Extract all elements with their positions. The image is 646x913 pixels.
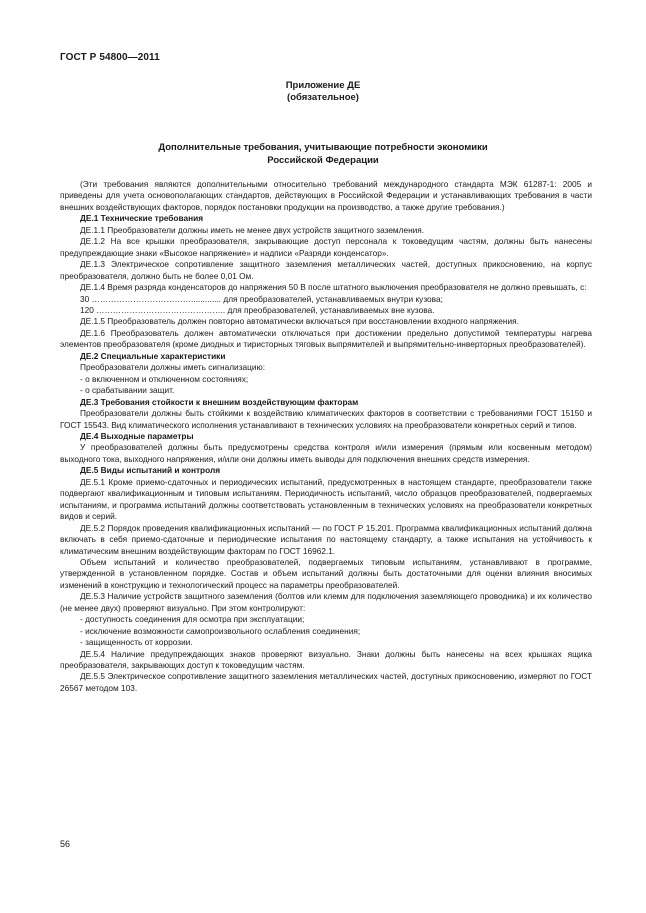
- paragraph: ДЕ.5.4 Наличие предупреждающих знаков проверяют визуально. Знаки должны быть нанесены на всех крышках ящика преобразователя, закрывающих доступ к токоведущим частям.: [60, 648, 592, 671]
- section-title: [40, 142, 606, 167]
- list-item: 30 ………………………………............. для преобразователей, устанавливаемых внутри кузова;: [80, 293, 443, 304]
- paragraph: ДЕ.1.5 Преобразователь должен повторно автоматически включаться при восстановлении входного напряжения.: [80, 316, 519, 327]
- paragraph: ДЕ.1.3 Электрическое сопротивление защитного заземления металлических частей, доступных прикосновению, на корпус преобразователя, должно быть не более 0,01 Ом.: [60, 259, 592, 281]
- paragraph: ДЕ.5.5 Электрическое сопротивление защитного заземления металлических частей, доступных прикосновению, измеряют по ГОСТ 26567 методом 103.: [60, 671, 592, 693]
- paragraph: ДЕ.1.1 Преобразователи должны иметь не менее двух устройств защитного заземления.: [80, 224, 425, 235]
- section-heading: ДЕ.5 Виды испытаний и контроля: [80, 465, 221, 476]
- list-item: - защищенность от коррозии.: [80, 637, 193, 648]
- list-item: - о включенном и отключенном состояниях;: [80, 373, 249, 384]
- section-heading: ДЕ.4 Выходные параметры: [80, 430, 194, 441]
- page-number: 56: [60, 839, 71, 849]
- paragraph: ДЕ.1.6 Преобразователь должен автоматически отключаться при достижении предельно допустимой температуры нагрева элементов преобразователя (кроме диодных и тиристорных тяговых выпрямителей и выпрямительно-инверторных преобразователей).: [60, 327, 592, 350]
- paragraph: ДЕ.5.2 Порядок проведения квалификационных испытаний — по ГОСТ Р 15.201. Программа квалификационных испытаний должна включать в себя приемо-сдаточные и периодические испытания по настоящему стандарту, а также испытания на устойчивость к климатическим внешним воздействующим факторам по ГОСТ 16962.1.: [60, 522, 592, 556]
- list-item: 120 ……………………………………….. для преобразователей, устанавливаемых вне кузова.: [80, 304, 435, 315]
- paragraph: ДЕ.1.4 Время разряда конденсаторов до напряжения 50 В после штатного выключения преобразователя не должно превышать, с:: [80, 282, 587, 293]
- document-body: [60, 179, 592, 694]
- section-heading: ДЕ.1 Технические требования: [80, 213, 204, 224]
- section-title-line1: Дополнительные требования, учитывающие потребности экономики: [158, 142, 488, 153]
- list-item: - исключение возможности самопроизвольного ослабления соединения;: [80, 625, 361, 636]
- paragraph: ДЕ.1.2 На все крышки преобразователя, закрывающие доступ персонала к токоведущим частям, должны быть нанесены предупреждающие знаки «Высокое напряжение» и надписи «Разряди конденсатор».: [60, 236, 592, 258]
- annex-title: Приложение ДЕ: [285, 80, 361, 91]
- paragraph: ДЕ.5.3 Наличие устройств защитного заземления (болтов или клемм для подключения заземляющего проводника) и их количество (не менее двух) проверяют визуально. При этом контролируют:: [60, 591, 592, 613]
- annex-heading: [0, 80, 646, 104]
- section-heading: ДЕ.2 Специальные характеристики: [80, 350, 226, 361]
- paragraph: Преобразователи должны иметь сигнализацию:: [80, 362, 266, 373]
- section-heading: ДЕ.3 Требования стойкости к внешним воздействующим факторам: [80, 396, 359, 407]
- intro-paragraph: (Эти требования являются дополнительными относительно требований международного стандарта МЭК 61287-1: 2005 и приведены для учета основополагающих стандартов, действующих в Российской Федерации и устанавливающих требования в части внешних воздействующих факторов, порядок постановки продукции на производство, а также другие требования.): [60, 179, 592, 212]
- section-title-line2: Российской Федерации: [267, 154, 379, 166]
- standard-header: ГОСТ Р 54800—2011: [60, 52, 160, 63]
- annex-subtitle: (обязательное): [287, 92, 359, 103]
- paragraph: Объем испытаний и количество преобразователей, подвергаемых типовым испытаниям, устанавливают в программе, утвержденной в установленном порядке. Состав и объем испытаний должны быть достаточными для оценки влияния вносимых изменений в конструкцию и технологический процесс на параметры преобразователей.: [60, 556, 592, 590]
- paragraph: ДЕ.5.1 Кроме приемо-сдаточных и периодических испытаний, предусмотренных в настоящем стандарте, преобразователи также подвергают квалификационным и типовым испытаниям. Периодичность испытаний, число образцов преобразователей, подвергаемых испытаниям, и программа испытаний должны соответствовать установленным в технических условиях на преобразователи конкретных видов и серий.: [60, 476, 592, 522]
- list-item: - о срабатывании защит.: [80, 385, 175, 396]
- list-item: - доступность соединения для осмотра при эксплуатации;: [80, 614, 305, 625]
- paragraph: Преобразователи должны быть стойкими к воздействию климатических факторов в соответствии с требованиями ГОСТ 15150 и ГОСТ 15543. Вид климатического исполнения устанавливают в технических условиях на преобразователи конкретных серий и типов.: [60, 408, 592, 430]
- paragraph: У преобразователей должны быть предусмотрены средства контроля и/или измерения (прямым или косвенным методом) выходного тока, выходного напряжения, и/или они должны иметь выводы для подключения внешних средств измерения.: [60, 442, 592, 464]
